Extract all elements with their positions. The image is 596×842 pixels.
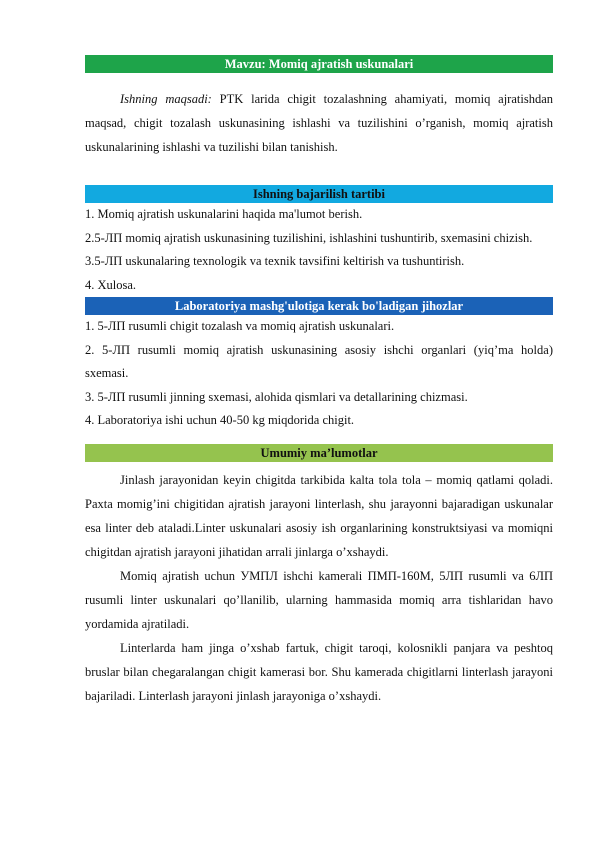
goal-label: Ishning maqsadi: [120,92,212,106]
topic-banner: Mavzu: Momiq ajratish uskunalari [85,55,553,73]
general-paragraph: Jinlash jarayonidan keyin chigitda tarkibida kalta tola tola – momiq qatlami qoladi. Paxta momig’ini chigitidan ajratish jarayoni linterlash, shu jarayonni bajaradigan uskunalar esa linter deb ataladi.Linter uskunalari asosiy ish organlarining konstruktsiyasi va momiqni chigitdan ajratish jarayoni jihatidan arrali jinlarga o’xshaydi. [85,472,553,559]
general-banner: Umumiy ma’lumotlar [85,444,553,462]
procedure-banner: Ishning bajarilish tartibi [85,185,553,203]
goal-paragraph [85,87,553,159]
procedure-item: 2.5-ЛП momiq ajratish uskunasining tuzilishini, ishlashini tushuntirib, sxemasini chizish. [85,230,533,245]
goal-text: PTK larida chigit tozalashning ahamiyati, momiq ajratishdan maqsad, chigit tozalash uskunasining ishlashi va tuzilishini o’rganish, momiq ajratish uskunalarining ishlashi va tuzilishi bilan tanishish. [85,92,553,154]
procedure-item: 4. Xulosa. [85,277,137,292]
general-paragraph: Linterlarda ham jinga o’xshab fartuk, chigit taroqi, kolosnikli panjara va peshtoq bruslar bilan chegaralangan chigit kamerasi bor. Shu kamerada chigitlarni linterlash jarayoni bajariladi. Linterlash jarayoni jinlash jarayoniga o’xshaydi. [85,640,553,703]
equipment-item: 2. 5-ЛП rusumli momiq ajratish uskunasining asosiy ishchi organlari (yiq’ma holda) sxemasi. [85,342,553,380]
equipment-item: 3. 5-ЛП rusumli jinning sxemasi, alohida qismlari va detallarining chizmasi. [85,389,468,404]
equipment-item: 1. 5-ЛП rusumli chigit tozalash va momiq ajratish uskunalari. [85,319,395,333]
procedure-item: 3.5-ЛП uskunalaring texnologik va texnik tavsifini keltirish va tushuntirish. [85,254,465,268]
general-paragraph: Momiq ajratish uchun УМПЛ ishchi kamerali ПМП-160М, 5ЛП rusumli va 6ЛП rusumli linter uskunalari qo’llanilib, ularning hammasida momiq arra tishlaridan havo yordamida ajratiladi. [85,568,553,631]
document-page [85,55,553,708]
equipment-banner: Laboratoriya mashg'ulotiga kerak bo'ladigan jihozlar [85,297,553,315]
equipment-item: 4. Laboratoriya ishi uchun 40-50 kg miqdorida chigit. [85,413,355,427]
procedure-item: 1. Momiq ajratish uskunalarini haqida ma'lumot berish. [85,207,363,221]
